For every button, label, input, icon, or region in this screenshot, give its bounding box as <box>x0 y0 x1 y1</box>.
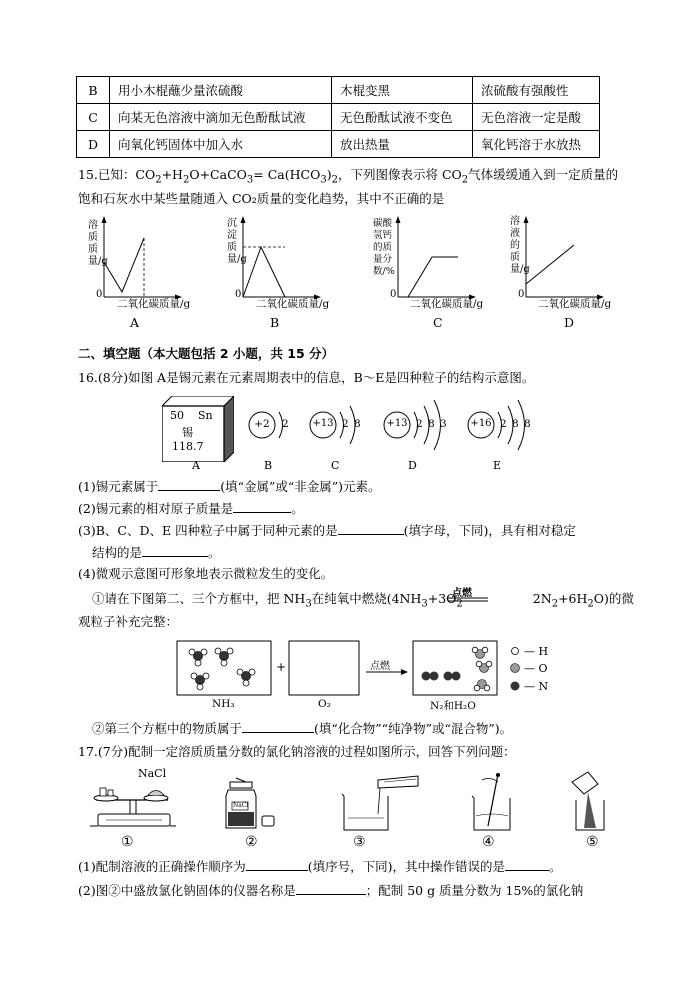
options-table <box>76 76 600 158</box>
q16-p3-cont: 结构的是 。 <box>92 545 221 560</box>
equals-arrow <box>446 597 492 603</box>
table-cell: 向某无色溶液中滴加无色酚酞试液 <box>110 104 332 131</box>
box-products-label: N₂和H₂O <box>430 700 476 712</box>
graph-c-origin: 0 <box>390 289 397 300</box>
step-3: ③ <box>353 834 366 850</box>
plus-sign: + <box>276 660 287 674</box>
q16-p2: (2)锡元素的相对原子质量是 。 <box>78 501 304 516</box>
q16-intro: 16.(8分)如图 A是锡元素在元素周期表中的信息，B～E是四种粒子的结构示意图。 <box>78 370 535 385</box>
table-row <box>77 77 600 104</box>
tin-atomic-number: 50 <box>170 409 184 422</box>
blank-16-3b[interactable] <box>142 544 208 557</box>
graph-d-xlabel: 二氧化碳质量/g <box>538 298 612 310</box>
graph-b-letter: B <box>270 315 280 330</box>
beaker-stir-icon <box>468 772 518 834</box>
label-d: D <box>408 459 417 472</box>
graph-d-origin: 0 <box>518 289 525 300</box>
table-cell: C <box>77 104 110 131</box>
q15-line2: 饱和石灰水中某些量随通入 CO₂质量的变化趋势，其中不正确的是 <box>78 191 445 206</box>
blank-16-3a[interactable] <box>338 522 404 535</box>
graph-b-origin: 0 <box>235 289 242 300</box>
reaction-arrow <box>364 668 410 676</box>
step-2: ② <box>245 834 258 850</box>
graph-a-letter: A <box>130 315 140 330</box>
table-cell: B <box>77 77 110 104</box>
graph-a-origin: 0 <box>96 289 103 300</box>
graph-d-letter: D <box>564 315 575 330</box>
graph-b-ylabel: 沉淀质量/g <box>227 218 247 265</box>
step-4: ④ <box>482 834 495 850</box>
tin-mass: 118.7 <box>172 440 204 453</box>
q16-p4-3: ②第三个方框中的物质属于 (填“化合物”“纯净物”或“混合物”)。 <box>92 721 513 736</box>
legend-h: — H <box>524 645 549 658</box>
nacl-label: NaCl <box>138 767 167 780</box>
graph-b-xlabel: 二氧化碳质量/g <box>256 298 330 310</box>
q17-p2: (2)图②中盛放氯化钠固体的仪器名称是 ；配制 50 g 质量分数为 15%的氯化钠 <box>78 883 584 898</box>
label-e: E <box>493 459 502 472</box>
section-title: 二、填空题（本大题包括 2 小题，共 15 分） <box>78 346 335 361</box>
graph-a-ylabel: 溶质质量/g <box>88 220 108 267</box>
q16-p4-1: ①请在下图第二、三个方框中，把 $NH_3$在纯氧中燃烧($4NH_3+3O_2$ $2N_2+6H_2O$)的微 <box>92 591 634 610</box>
box-products <box>412 640 498 696</box>
arrow-condition: 点燃 <box>370 661 390 672</box>
table-cell: 木棍变黑 <box>332 77 473 104</box>
beaker-pouring-icon <box>338 774 422 834</box>
table-row <box>77 104 600 131</box>
table-cell: 无色酚酞试液不变色 <box>332 104 473 131</box>
table-row <box>77 131 600 158</box>
label-c: C <box>331 459 340 472</box>
atom-d-nucleus: +13 <box>386 418 408 429</box>
atom-c-shells: 2 8 <box>342 418 361 430</box>
box-o2-label: O₂ <box>318 698 331 710</box>
blank-17-1a[interactable] <box>246 858 308 871</box>
legend-icons <box>508 644 522 696</box>
table-cell: D <box>77 131 110 158</box>
legend-o: — O <box>524 662 548 675</box>
q16-p4-2: 观粒子补充完整： <box>78 614 179 629</box>
table-cell: 浓硫酸有强酸性 <box>473 77 600 104</box>
ignite-condition: 点燃 <box>452 588 472 599</box>
jar-label: NaCl <box>233 802 249 809</box>
blank-17-1b[interactable] <box>505 858 549 871</box>
table-cell: 用小木棍蘸少量浓硫酸 <box>110 77 332 104</box>
table-cell: 氧化钙溶于水放热 <box>473 131 600 158</box>
q17-intro: 17.(7分)配制一定溶质质量分数的氯化钠溶液的过程如图所示，回答下列问题： <box>78 744 516 759</box>
atom-b-shells: 2 <box>282 418 289 430</box>
graph-a-xlabel: 二氧化碳质量/g <box>117 298 191 310</box>
atom-c-nucleus: +13 <box>312 418 334 429</box>
beaker-solid-icon <box>570 770 610 834</box>
blank-16-2[interactable] <box>233 500 291 513</box>
label-b: B <box>264 459 273 472</box>
graph-d-ylabel: 溶液的质量/g <box>510 216 530 275</box>
q17-p1: (1)配制溶液的正确操作顺序为 (填序号，下同)，其中操作错误的是 。 <box>78 859 562 874</box>
tin-symbol: Sn <box>198 409 213 422</box>
box-o2 <box>288 640 360 696</box>
q16-p4: (4)微观示意图可形象地表示微粒发生的变化。 <box>78 566 334 581</box>
table-cell: 无色溶液一定是酸 <box>473 104 600 131</box>
atom-e-shells: 2 8 8 <box>500 418 531 430</box>
graph-c-letter: C <box>433 315 443 330</box>
atom-e-nucleus: +16 <box>470 418 492 429</box>
table-cell: 放出热量 <box>332 131 473 158</box>
blank-17-2[interactable] <box>296 882 366 895</box>
reagent-jar-icon <box>222 774 282 834</box>
balance-icon <box>86 776 178 834</box>
blank-16-4[interactable] <box>242 720 314 733</box>
tin-name: 锡 <box>182 426 193 439</box>
graph-c-ylabel: 碳酸氢钙的质量分数/% <box>373 218 395 277</box>
q16-p1: (1)锡元素属于 (填“金属”或“非金属”)元素。 <box>78 479 381 494</box>
step-1: ① <box>121 834 134 850</box>
graph-c-xlabel: 二氧化碳质量/g <box>410 298 484 310</box>
table-cell: 向氧化钙固体中加入水 <box>110 131 332 158</box>
q16-p3: (3)B、C、D、E 四种粒子中属于同种元素的是 (填字母，下同)，具有相对稳定 <box>78 523 576 538</box>
legend-n: — N <box>524 680 549 693</box>
box-nh3 <box>176 640 272 696</box>
atom-b-nucleus: +2 <box>254 418 270 430</box>
step-5: ⑤ <box>586 834 599 850</box>
q15-line1: 15.已知：$CO_2+H_2O+CaCO_3= Ca(HCO_3)_2$，下列图像表示将 $CO_2$气体缓缓通入到一定质量的 <box>78 167 619 186</box>
label-a: A <box>192 459 200 472</box>
blank-16-1[interactable] <box>158 478 220 491</box>
atom-d-shells: 2 8 3 <box>416 418 447 430</box>
box-nh3-label: NH₃ <box>212 698 235 710</box>
